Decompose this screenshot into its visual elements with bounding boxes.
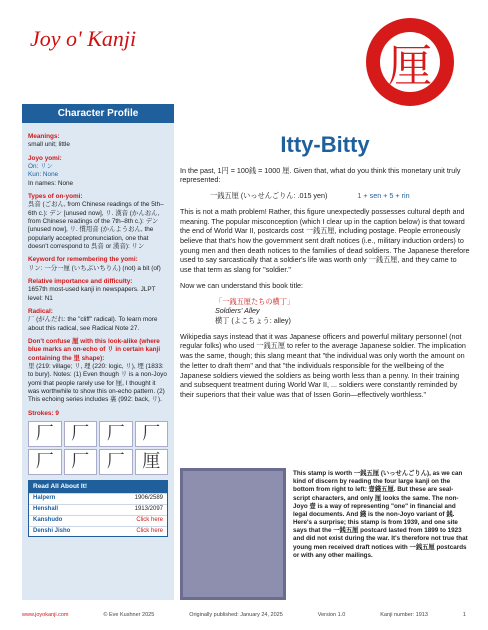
stroke-step: 厂 — [64, 449, 98, 475]
character-profile-sidebar — [22, 104, 174, 600]
paragraph: Wikipedia says instead that it was Japanese officers and powerful military personnel (not regular folks) who used 一銭五厘 to refer to the average Japanese soldier. The implication was the same, though; this slang meant that "the individual was only worth the amount on the letter to draft them" and that "the individuals responsible for the wellbeing of the Japanese soldiers viewed the soldiers as being worth less than a penny. In their training and subsequent treatment during World War II, ... soldiers were constantly reminded by their superiors that their value was that of Issen Gorin—effectively worthless." — [180, 331, 466, 400]
keyword-text: リン: 一分一厘 (いちぶいちりん) (not) a bit (of) — [28, 264, 161, 272]
stroke-step: 厂 — [64, 421, 98, 447]
keyword-heading: Keyword for remembering the yomi: — [28, 256, 138, 264]
stroke-step: 厂 — [99, 421, 133, 447]
references-box — [28, 480, 168, 538]
paragraph: This is not a math problem! Rather, this figure unexpectedly possesses cultural depth and meaning. The popular misconception (which I clear up in the caption below) is that toward the end of World War II, postcards cost 一銭五厘, including postage. People erroneously believe that that's how the government sent draft notices (i.e., military induction orders) to young men and then death notices to the families of dead soldiers. The Japanese therefore used to say sarcastically that a soldier's life was worth only 一銭五厘, and they came to use that term as slang for "soldier." — [180, 206, 470, 275]
joyo-heading: Joyo yomi: — [28, 154, 62, 162]
kanji-character: 厘 — [380, 32, 440, 92]
main-article — [180, 130, 470, 406]
stroke-step: 厘 — [135, 449, 169, 475]
jisho-link[interactable]: Click here — [136, 527, 163, 534]
footer-page: 1 — [462, 612, 466, 618]
radical-text: 厂 (がんだれ: the "cliff" radical). To learn more about this radical, see Radical Note 27. — [28, 316, 158, 332]
footer-site[interactable]: www.joyokanji.com — [22, 612, 69, 618]
radical-heading: Radical: — [28, 307, 53, 315]
stamp-image — [180, 468, 286, 600]
kanji-badge — [366, 18, 454, 106]
confuse-text: 里 (219: village; リ, 理 (220: logic, リ), 埋 (1833: to bury). Notes: (1) Even though リ is a non-Joyo yomi that people rarely use for 厘, I thought it was worthwhile to show this on-echo pattern. (2) This echoing series includes 裏 (992: back, リ). — [28, 362, 167, 404]
footer-kanji-number: Kanji number: 1913 — [380, 612, 428, 618]
relative-heading: Relative importance and difficulty: — [28, 277, 133, 285]
footer — [22, 612, 466, 618]
formula-english: 1 + sen + 5 + rin — [357, 191, 410, 201]
kun-yomi: Kun: None — [28, 171, 59, 179]
formula-japanese: 一銭五厘 (いっせんごりん: .015 yen) — [210, 191, 328, 201]
reference-row[interactable]: Kanshudo Click here — [29, 515, 167, 526]
reference-row: Henshall 1913/2097 — [29, 504, 167, 515]
book-title: 「一銭五厘たちの横丁」 Soldiers' Alley 横丁 (よこちょう: alley) — [215, 296, 295, 326]
meanings-text: small unit; little — [28, 141, 70, 149]
stroke-step: 厂 — [135, 421, 169, 447]
footer-version: Version 1.0 — [317, 612, 346, 618]
stamp-caption: This stamp is worth 一銭五厘 (いっせんごりん), as we can kind of discern by reading the four large kanji on the bottom from right to left: 壹錢五厘. But these are seal-script characters, and only 厘 looks the same. The non-Joyo 壹 is a way of representing "one" in financial and legal documents. And 錢 is the non-Joyo variant of 銭. Here's a surprise; this stamp is from 1939, and one site says that the 一銭五厘 postcard lasted from 1899 to 1923 and did not exist during the war. It's therefore not true that young men received draft notices with 一銭五厘 postcards or with any other mailings. — [293, 470, 468, 559]
on-yomi: On: リン — [28, 162, 53, 170]
confuse-heading: Don't confuse 厘 with this look-alike (where blue marks an on-echo of リ in certain kanji containing the 里 shape): — [28, 337, 161, 362]
relative-text: 1657th most-used kanji in newspapers. JLPT level: N1 — [28, 286, 156, 302]
kanshudo-link[interactable]: Click here — [136, 516, 163, 523]
meanings-heading: Meanings: — [28, 133, 60, 140]
page-title: Itty-Bitty — [280, 132, 370, 157]
stroke-step: 厂 — [28, 449, 62, 475]
footer-copyright: © Eve Kushner 2025 — [103, 612, 155, 618]
stroke-step: 厂 — [99, 449, 133, 475]
reference-row[interactable]: Denshi Jisho Click here — [29, 526, 167, 537]
footer-published: Originally published: January 24, 2025 — [189, 612, 283, 618]
strokes-heading: Strokes: 9 — [28, 409, 59, 417]
logo: Joy o' Kanji — [30, 26, 137, 51]
formula — [180, 191, 470, 201]
references-title: Read All About It! — [29, 481, 167, 493]
reference-row: Halpern 1906/2589 — [29, 493, 167, 504]
types-heading: Types of on-yomi: — [28, 192, 83, 200]
names-yomi: In names: None — [28, 179, 74, 187]
stroke-order-grid — [28, 421, 168, 475]
stroke-step: 厂 — [28, 421, 62, 447]
paragraph: Now we can understand this book title: — [180, 280, 304, 290]
types-text: 呉音 (ごおん, from Chinese readings of the 5th–6th c.): デン [unused now], リ. 漢音 (かんおん, from Chinese readings of the 7th–8th c.): デン [unused now], リ. 慣用音 (かんようおん, the popularly accepted pronunciation, one that doesn't correspond to 呉音 or 漢音): リン — [28, 201, 164, 250]
paragraph: In the past, 1円 = 100銭 = 1000 厘. Given that, what do you think this monetary unit truly represented: — [180, 165, 461, 185]
sidebar-title: Character Profile — [22, 104, 174, 123]
